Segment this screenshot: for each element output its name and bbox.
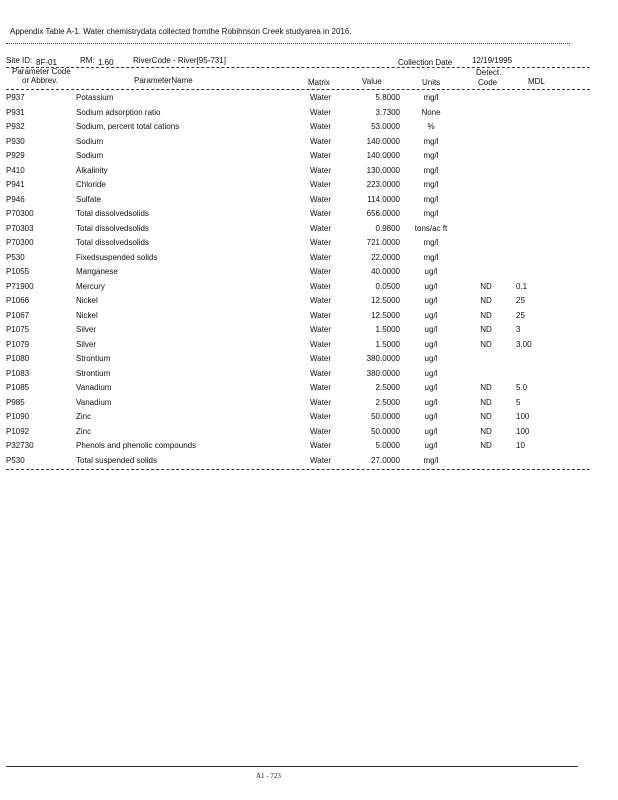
collection-date: 12/19/1995 [472,56,513,65]
cell-value: 2.5000 [375,383,400,392]
cell-param-code: P1067 [6,310,30,320]
cell-detect-code: ND [480,339,492,349]
table-row [0,108,618,122]
cell-units: ug/l [424,368,438,378]
header-param-code-line2: or Abbrev. [22,76,58,85]
cell-value: 140.0000 [366,136,400,146]
site-label: Site ID: [6,56,33,65]
cell-param-name: Silver [76,339,97,349]
header-param-name: ParameterName [134,76,193,85]
table-row [0,282,618,296]
cell-detect-code: ND [480,412,492,421]
cell-units: mg/l [423,194,439,204]
table-row [0,180,618,194]
table-row [0,325,618,339]
cell-param-name: Manganese [76,267,118,276]
table-row [0,383,618,397]
cell-mdl: 3 [516,325,521,334]
cell-value: 22.0000 [371,252,400,262]
cell-matrix: Water [310,383,332,392]
table-row [0,166,618,180]
rm-value: 1.60 [98,58,114,67]
cell-units: mg/l [423,252,439,262]
cell-detect-code: ND [480,281,492,291]
header-detect-line1: Detect. [476,68,502,77]
cell-matrix: Water [310,194,332,204]
cell-value: 12.5000 [371,310,400,320]
cell-matrix: Water [310,354,332,363]
cell-units: tons/ac ft [414,223,448,233]
cell-value: 0.9800 [375,223,400,233]
cell-value: 50.0000 [371,426,400,436]
cell-param-name: Total dissolvedsolids [76,223,149,233]
table-row [0,151,618,165]
footer-rule [6,766,578,767]
cell-param-name: Sulfate [76,194,101,204]
cell-param-code: P1085 [6,383,30,392]
cell-param-name: Total dissolvedsolids [76,238,149,247]
cell-param-code: P71900 [6,281,34,291]
cell-matrix: Water [310,281,332,291]
cell-param-name: Total dissolvedsolids [76,209,149,218]
cell-value: 50.0000 [371,412,400,421]
cell-detect-code: ND [480,325,492,334]
cell-matrix: Water [310,223,332,233]
river-code: RiverCode - River[95-731] [133,56,226,65]
cell-matrix: Water [310,238,332,247]
cell-param-code: P931 [6,107,25,117]
cell-units: ug/l [424,397,438,407]
cell-value: 12.5000 [371,296,400,305]
cell-value: 1.5000 [375,325,400,334]
cell-param-code: P1080 [6,354,30,363]
cell-detect-code: ND [480,397,492,407]
cell-param-code: P1092 [6,426,30,436]
table-row [0,195,618,209]
table-row [0,209,618,223]
cell-matrix: Water [310,252,332,262]
cell-matrix: Water [310,107,332,117]
cell-units: ug/l [424,281,438,291]
cell-param-name: Vanadium [76,397,112,407]
cell-param-code: P1075 [6,325,30,334]
header-bottom-rule [6,89,590,90]
cell-value: 40.0000 [371,267,400,276]
cell-value: 1.5000 [375,339,400,349]
table-row [0,238,618,252]
header-mdl: MDL [528,77,545,86]
cell-units: ug/l [424,412,438,421]
cell-units: mg/l [423,93,439,102]
cell-matrix: Water [310,426,332,436]
cell-value: 380.0000 [366,354,400,363]
cell-units: mg/l [423,165,439,175]
cell-value: 140.0000 [366,151,400,160]
cell-value: 2.5000 [375,397,400,407]
site-value: 8F-01 [36,58,57,67]
cell-units: ug/l [424,310,438,320]
cell-param-code: P946 [6,194,25,204]
table-row [0,427,618,441]
cell-param-name: Sodium [76,136,104,146]
cell-value: 380.0000 [366,368,400,378]
cell-matrix: Water [310,136,332,146]
cell-value: 721.0000 [366,238,400,247]
cell-param-name: Chloride [76,180,106,189]
cell-mdl: 10 [516,441,525,450]
header-value: Value [362,77,382,86]
cell-units: ug/l [424,441,438,450]
cell-units: ug/l [424,325,438,334]
table-row [0,441,618,455]
cell-matrix: Water [310,267,332,276]
cell-param-code: P32730 [6,441,34,450]
cell-matrix: Water [310,455,332,465]
cell-matrix: Water [310,368,332,378]
table-row [0,93,618,107]
cell-value: 5.0000 [375,441,400,450]
cell-units: ug/l [424,426,438,436]
cell-param-name: Zinc [76,426,92,436]
cell-param-name: Nickel [76,296,98,305]
table-row [0,354,618,368]
cell-param-code: P530 [6,455,25,465]
cell-mdl: 100 [516,412,530,421]
cell-value: 0.0500 [375,281,400,291]
cell-value: 27.0000 [371,455,400,465]
cell-param-code: P70300 [6,238,34,247]
cell-detect-code: ND [480,426,492,436]
table-bottom-rule [6,469,590,470]
cell-mdl: 25 [516,296,525,305]
cell-param-name: Fixedsuspended solids [76,252,158,262]
table-row [0,340,618,354]
cell-matrix: Water [310,339,332,349]
cell-mdl: 25 [516,310,525,320]
cell-matrix: Water [310,441,332,450]
cell-param-name: Sodium [76,151,104,160]
cell-matrix: Water [310,93,332,102]
cell-param-name: Nickel [76,310,98,320]
cell-param-code: P941 [6,180,25,189]
cell-param-name: Phenols and phenolic compounds [76,441,197,450]
collection-label: Collection Date [398,58,453,67]
cell-param-code: P1079 [6,339,30,349]
cell-value: 656.0000 [366,209,400,218]
cell-units: % [427,122,435,131]
cell-param-name: Vanadium [76,383,112,392]
cell-param-code: P530 [6,252,25,262]
cell-matrix: Water [310,296,332,305]
table-row [0,311,618,325]
header-detect-line2: Code [478,78,498,87]
cell-param-code: P1066 [6,296,30,305]
cell-param-code: P985 [6,397,25,407]
rm-label: RM: [80,56,95,65]
cell-param-code: P1055 [6,267,30,276]
cell-value: 3.7300 [375,107,400,117]
cell-units: mg/l [423,455,439,465]
cell-units: ug/l [424,296,438,305]
header-top-rule [6,67,590,68]
cell-detect-code: ND [480,310,492,320]
cell-param-code: P1083 [6,368,30,378]
cell-param-name: Total suspended solids [76,455,157,465]
cell-units: mg/l [423,238,439,247]
cell-units: mg/l [423,136,439,146]
cell-matrix: Water [310,397,332,407]
header-matrix: Matrix [308,78,330,87]
table-row [0,267,618,281]
cell-matrix: Water [310,180,332,189]
table-row [0,137,618,151]
cell-mdl: 3.00 [516,339,532,349]
cell-mdl: 100 [516,426,530,436]
cell-units: ug/l [424,383,438,392]
cell-matrix: Water [310,325,332,334]
table-row [0,412,618,426]
cell-detect-code: ND [480,296,492,305]
header-units: Units [422,78,441,87]
cell-units: ug/l [424,339,438,349]
cell-value: 5.8000 [375,93,400,102]
cell-param-code: P937 [6,93,25,102]
cell-matrix: Water [310,310,332,320]
cell-value: 130.0000 [366,165,400,175]
cell-value: 53.0000 [371,122,400,131]
cell-param-name: Mercury [76,281,105,291]
table-row [0,296,618,310]
table-row [0,369,618,383]
cell-matrix: Water [310,122,332,131]
cell-units: mg/l [423,209,439,218]
cell-mdl: 5 [516,397,521,407]
cell-param-code: P1090 [6,412,30,421]
cell-param-name: Strontium [76,354,111,363]
cell-units: mg/l [423,151,439,160]
cell-param-code: P70303 [6,223,34,233]
cell-mdl: 5.0 [516,383,528,392]
cell-matrix: Water [310,412,332,421]
page-number: A1 - 723 [256,772,281,780]
cell-param-name: Zinc [76,412,92,421]
cell-mdl: 0.1 [516,281,528,291]
cell-value: 223.0000 [366,180,400,189]
cell-param-code: P930 [6,136,25,146]
table-row [0,224,618,238]
cell-param-code: P70300 [6,209,34,218]
page-title: Appendix Table A-1. Water chemistrydata collected fromthe Robihnson Creek studyarea in 2016. [10,27,352,36]
cell-param-name: Sodium, percent total cations [76,122,180,131]
cell-param-name: Potassium [76,93,114,102]
title-divider [6,43,570,44]
table-row [0,253,618,267]
cell-value: 114.0000 [367,194,400,204]
cell-matrix: Water [310,151,332,160]
cell-units: ug/l [424,354,438,363]
cell-detect-code: ND [480,441,492,450]
header-param-code-line1: Parameter Code [12,67,71,76]
cell-param-code: P929 [6,151,25,160]
cell-units: mg/l [423,180,439,189]
cell-param-name: Alkalinity [76,165,108,175]
cell-param-name: Sodium adsorption ratio [76,107,161,117]
cell-units: ug/l [424,267,438,276]
cell-matrix: Water [310,165,332,175]
table-row [0,398,618,412]
table-row [0,456,618,470]
table-row [0,122,618,136]
cell-matrix: Water [310,209,332,218]
cell-param-code: P932 [6,122,25,131]
cell-units: None [421,107,441,117]
cell-param-name: Silver [76,325,97,334]
cell-param-name: Strontium [76,368,111,378]
cell-param-code: P410 [6,165,25,175]
cell-detect-code: ND [480,383,492,392]
